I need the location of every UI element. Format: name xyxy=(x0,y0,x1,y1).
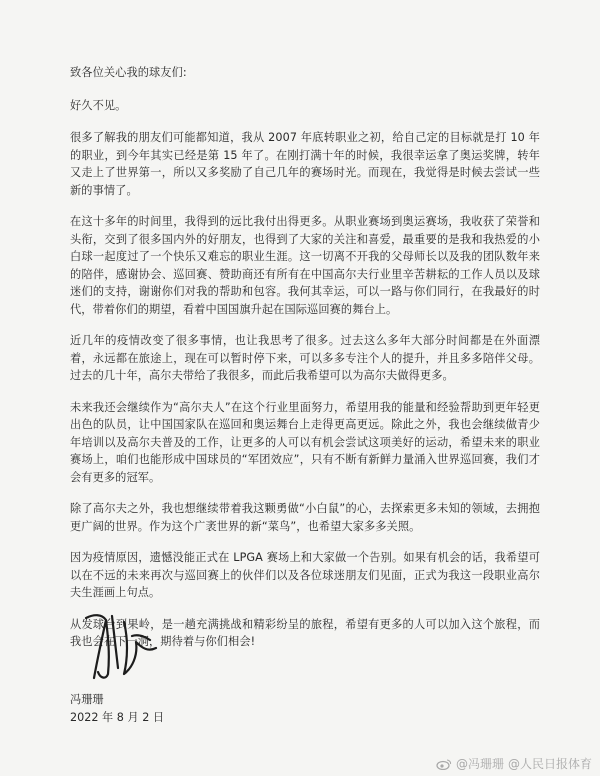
paragraph: 因为疫情原因，遗憾没能正式在 LPGA 赛场上和大家做一个告别。如果有机会的话，我希望可以在不远的未来再次与巡回赛上的伙伴们以及各位球迷朋友们见面，正式为我这一段职业高尔夫生涯画上句点。 xyxy=(70,551,540,599)
paragraph: 在这十多年的时间里，我得到的远比我付出得更多。从职业赛场到奥运赛场，我收获了荣誉和头衔，交到了很多国内外的好朋友，也得到了大家的关注和喜爱，最重要的是我和我热爱的小白球一起度过了一个快乐又难忘的职业生涯。这一切离不开我的父母师长以及我的团队数年来的陪伴，感谢协会、巡回赛、赞助商还有所有在中国高尔夫行业里辛苦耕耘的工作人员以及球迷们的支持，谢谢你们对我的帮助和包容。我何其幸运，可以一路与你们同行，在我最好的时代，带着你们的期望，看着中国国旗升起在国际巡回赛的舞台上。 xyxy=(70,215,540,316)
paragraph: 近几年的疫情改变了很多事情，也让我思考了很多。过去这么多年大部分时间都是在外面漂着，永远都在旅途上，现在可以暂时停下来，可以多多专注个人的提升，并且多多陪伴父母。过去的几十年，高尔夫带给了我很多，而此后我希望可以为高尔夫做得更多。 xyxy=(70,334,540,382)
paragraph: 未来我还会继续作为“高尔夫人”在这个行业里面努力，希望用我的能量和经验帮助到更年轻更出色的队员，让中国国家队在巡回和奥运舞台上走得更高更远。除此之外，我也会继续做青少年培训以及高尔夫普及的工作，让更多的人可以有机会尝试这项美好的运动，希望未来的职业赛场上，咱们也能形成中国球员的“军团效应”，只有不断有新鲜力量涌入世界巡回赛，我们才会有更多的冠军。 xyxy=(70,400,540,484)
signer-name: 冯珊珊 xyxy=(70,693,104,706)
paragraph: 很多了解我的朋友们可能都知道，我从 2007 年底转职业之初，给自己定的目标就是打 10 年的职业，到今年其实已经是第 15 年了。在刚打满十年的时候，我很幸运拿了奥运奖牌，转年又走上了世界第一，所以又多奖励了自己几年的赛场时光。而现在，我觉得是时候去尝试一些新的事情了。 xyxy=(70,131,540,197)
paragraph: 从发球台到果岭，是一趟充满挑战和精彩纷呈的旅程，希望有更多的人可以加入这个旅程，而我也会在下一洞，期待着与你们相会! xyxy=(70,617,540,648)
weibo-icon xyxy=(436,758,452,770)
opening-line: 好久不见。 xyxy=(70,98,127,112)
letter-date: 2022 年 8 月 2 日 xyxy=(70,711,165,724)
salutation: 致各位关心我的球友们: xyxy=(70,66,187,79)
letter-body xyxy=(70,64,540,665)
watermark xyxy=(436,755,592,772)
source-handle: @人民日报体育 xyxy=(507,757,592,771)
handwritten-signature xyxy=(72,608,192,682)
weibo-handle: @冯珊珊 xyxy=(455,757,504,771)
paragraph: 除了高尔夫之外，我也想继续带着我这颗勇做“小白鼠”的心，去探索更多未知的领域，去拥抱更广阔的世界。作为这个广袤世界的新“菜鸟”，也希望大家多多关照。 xyxy=(70,502,540,533)
